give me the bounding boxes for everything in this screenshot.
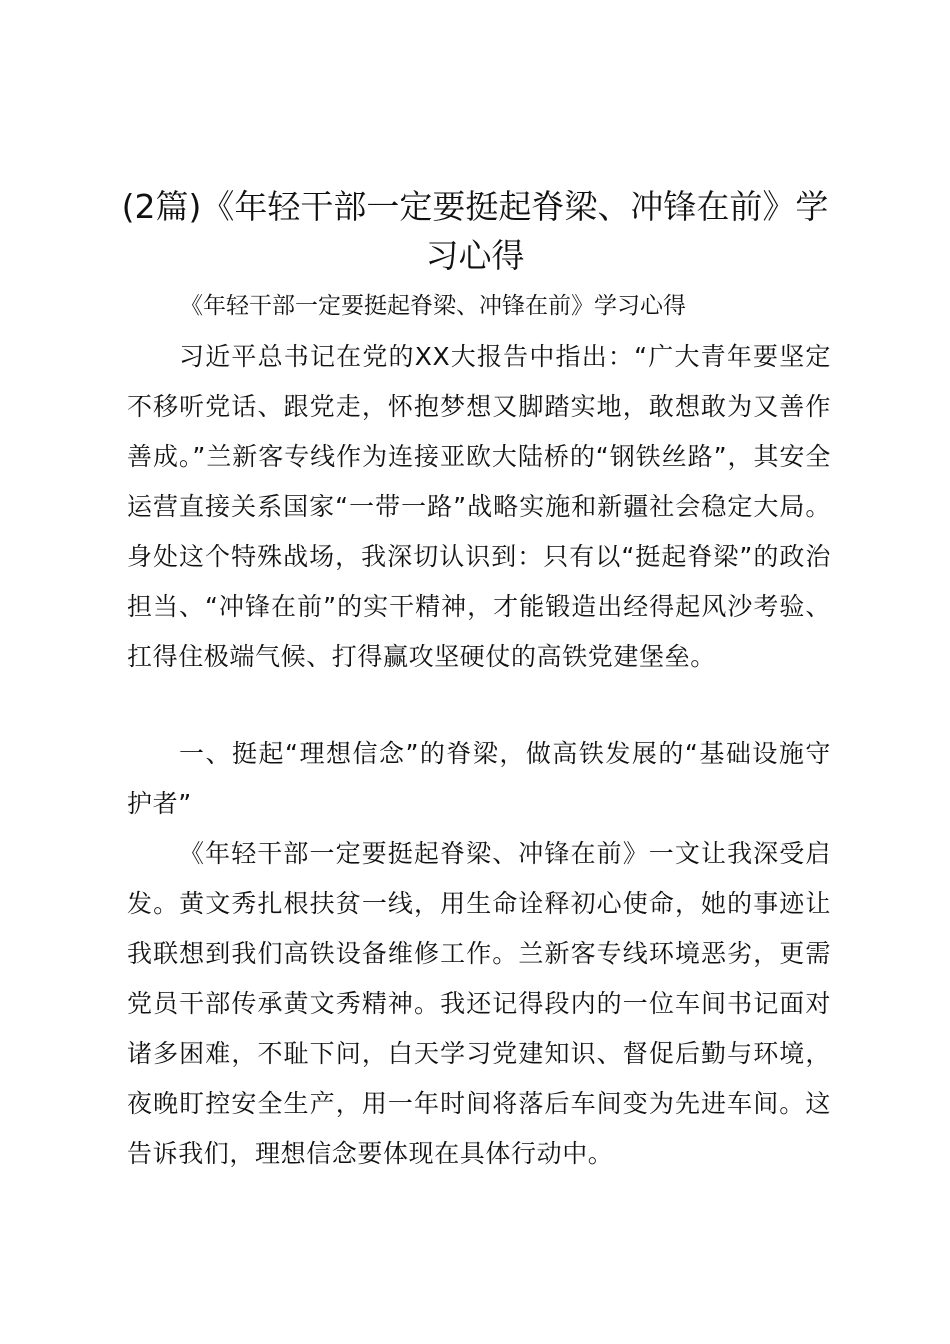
document-subtitle: 《年轻干部一定要挺起脊梁、冲锋在前》学习心得 [180, 293, 686, 319]
document-title: (2篇)《年轻干部一定要挺起脊梁、冲锋在前》学习心得 [121, 187, 829, 275]
body-paragraph-intro: 习近平总书记在党的XX大报告中指出：“广大青年要坚定不移听党话、跟党走，怀抱梦想又脚踏实地，敢想敢为又善作善成。”兰新客专线作为连接亚欧大陆桥的“钢铁丝路”，其安全运营直接关系国家“一带一路”战略实施和新疆社会稳定大局。身处这个特殊战场，我深切认识到：只有以“挺起脊梁”的政治担当、“冲锋在前”的实干精神，才能锻造出经得起风沙考验、扛得住极端气候、打得赢攻坚硬仗的高铁党建堡垒。 [127, 342, 831, 671]
section-heading-one: 一、挺起“理想信念”的脊梁，做高铁发展的“基础设施守护者” [127, 739, 831, 818]
body-paragraph-section-one: 《年轻干部一定要挺起脊梁、冲锋在前》一文让我深受启发。黄文秀扎根扶贫一线，用生命诠释初心使命，她的事迹让我联想到我们高铁设备维修工作。兰新客专线环境恶劣，更需党员干部传承黄文秀精神。我还记得段内的一位车间书记面对诸多困难，不耻下问，白天学习党建知识、督促后勤与环境，夜晚盯控安全生产，用一年时间将落后车间变为先进车间。这告诉我们，理想信念要体现在具体行动中。 [127, 839, 831, 1168]
